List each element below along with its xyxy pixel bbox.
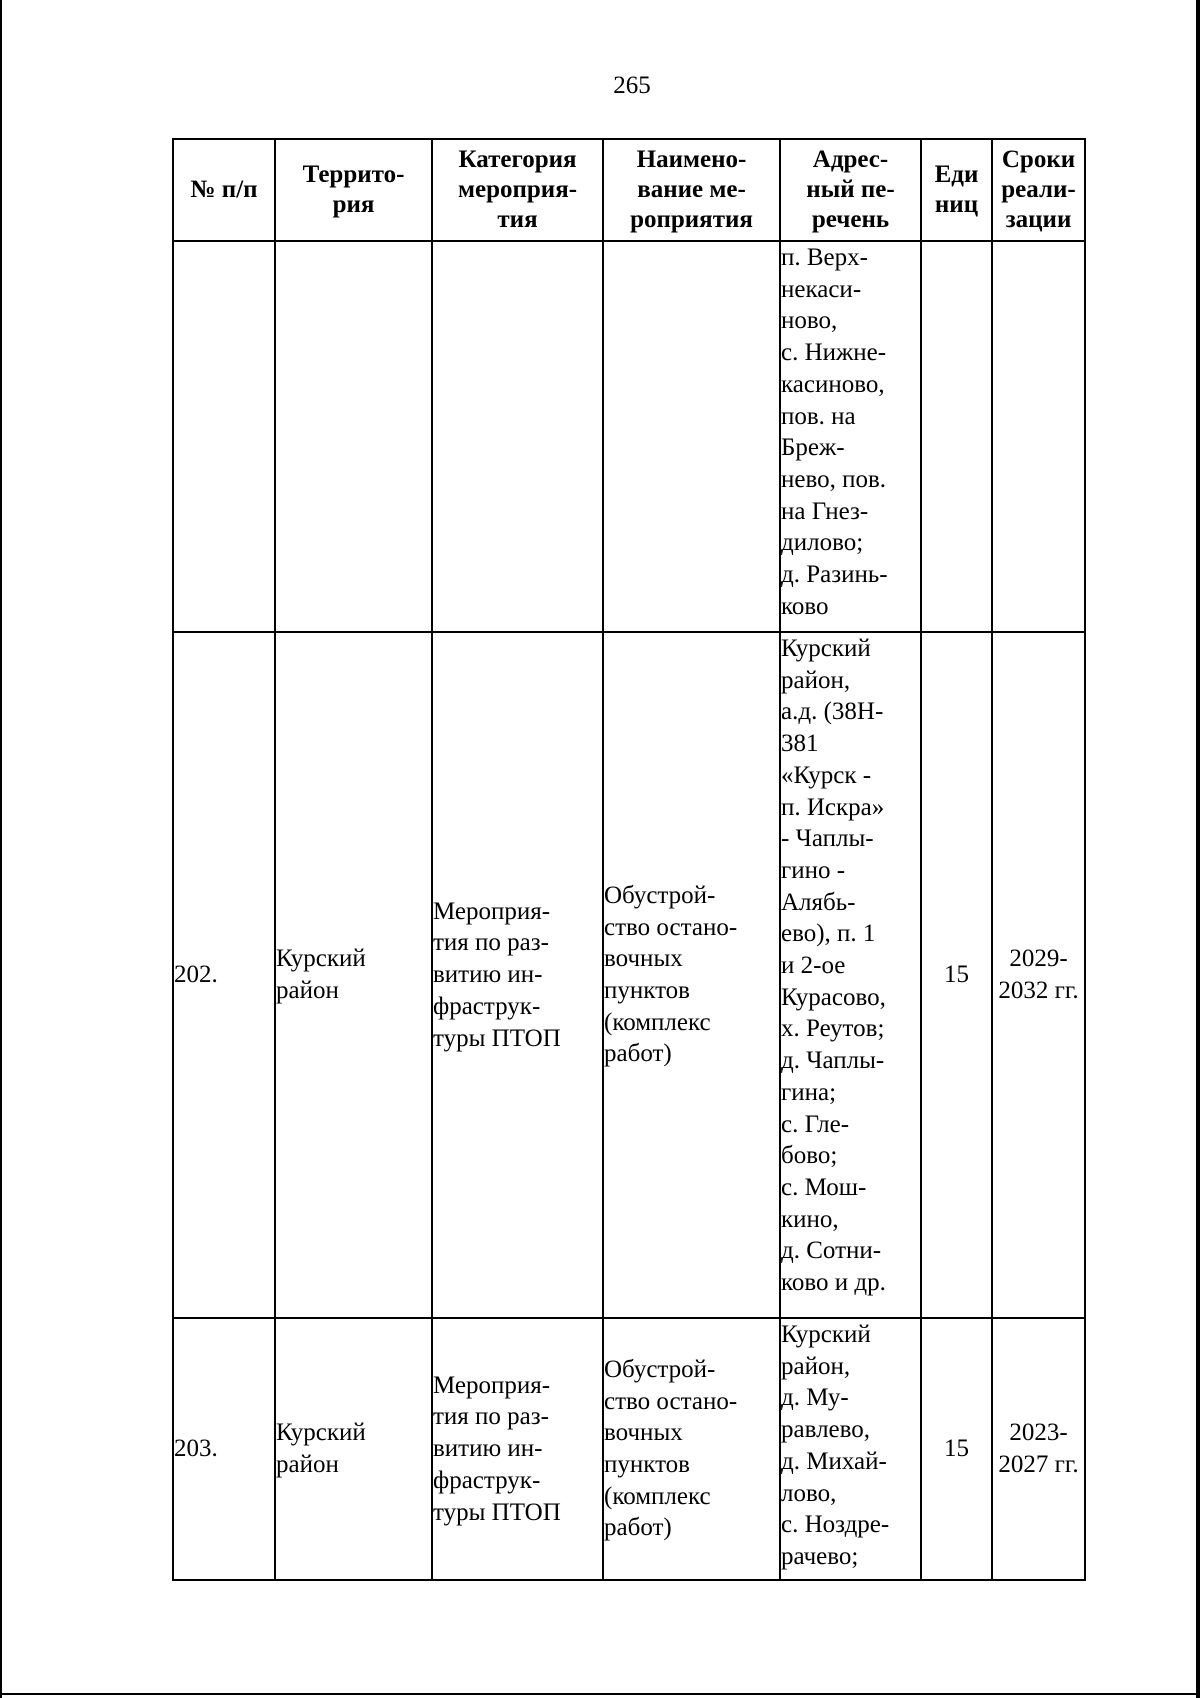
- category-cell: [432, 241, 603, 632]
- text-line: а.д. (38Н-: [781, 698, 884, 726]
- text-line: Мероприя-: [433, 1371, 551, 1399]
- scan-edge-left: [0, 0, 2, 1698]
- page-number: 265: [613, 72, 651, 99]
- text-line: туры ПТОП: [433, 1024, 561, 1052]
- text-line: рия: [332, 191, 375, 218]
- text-line: Бреж-: [781, 434, 845, 462]
- text-line: Алябь-: [781, 888, 856, 916]
- text-line: Курский: [781, 1321, 871, 1348]
- header-measure-name: [603, 139, 780, 241]
- text-line: (комплекс: [604, 1482, 711, 1510]
- text-line: работ): [604, 1040, 672, 1068]
- text-line: пов. на: [781, 402, 856, 430]
- table-row: [173, 632, 1085, 1318]
- territory-cell: [275, 241, 432, 632]
- text-line: - Чаплы-: [781, 825, 874, 853]
- text-line: Обустрой-: [604, 1355, 716, 1383]
- text-line: д. Сотни-: [781, 1237, 882, 1265]
- text-line: на Гнез-: [781, 497, 869, 525]
- category-cell: [432, 632, 603, 1318]
- text-line: касиново,: [781, 370, 885, 398]
- measure-name-cell: [603, 241, 780, 632]
- text-line: некаси-: [781, 275, 862, 303]
- text-line: вание ме-: [637, 176, 746, 203]
- header-territory: [275, 139, 432, 241]
- text-line: с. Ноздре-: [781, 1511, 890, 1539]
- text-line: равлево,: [781, 1416, 871, 1444]
- text-line: вочных: [604, 1419, 683, 1447]
- text-line: Адрес-: [812, 146, 889, 173]
- row-number-cell: 203.: [173, 1318, 275, 1580]
- text-line: дилово;: [781, 529, 864, 557]
- address-cell: [780, 241, 921, 632]
- row-number-cell: 202.: [173, 632, 275, 1318]
- category-cell: [432, 1318, 603, 1580]
- table-row: [173, 241, 1085, 632]
- measures-table: [172, 138, 1086, 1581]
- address-cell: [780, 1318, 921, 1580]
- territory-cell: [275, 1318, 432, 1580]
- text-line: фраструк-: [433, 1466, 541, 1494]
- header-category: [432, 139, 603, 241]
- text-line: «Курск -: [781, 761, 872, 789]
- period-cell: [992, 241, 1085, 632]
- period-cell: [992, 632, 1085, 1318]
- text-line: витию ин-: [433, 961, 543, 989]
- text-line: пунктов: [604, 1451, 690, 1478]
- text-line: район,: [781, 666, 851, 694]
- text-line: Террито-: [302, 161, 405, 188]
- text-line: ково: [781, 592, 829, 620]
- text-line: ство остано-: [604, 913, 738, 941]
- text-line: № п/п: [190, 176, 258, 203]
- text-line: и 2-ое: [781, 952, 846, 980]
- text-line: Курский: [276, 945, 366, 973]
- text-line: гина;: [781, 1078, 837, 1106]
- scan-edge-right: [1196, 0, 1200, 1698]
- text-line: с. Нижне-: [781, 339, 887, 367]
- text-line: п. Искра»: [781, 793, 885, 821]
- measure-name-cell: [603, 632, 780, 1318]
- text-line: 2023-: [1009, 1419, 1068, 1447]
- text-line: ный пе-: [806, 176, 895, 203]
- text-line: Сроки: [1001, 146, 1076, 173]
- text-line: туры ПТОП: [433, 1498, 561, 1526]
- text-line: Курский: [276, 1419, 366, 1447]
- text-line: х. Реутов;: [781, 1015, 885, 1043]
- units-cell: 15: [921, 1318, 992, 1580]
- row-number-cell: [173, 241, 275, 632]
- text-line: Мероприя-: [433, 897, 551, 925]
- text-line: речень: [811, 206, 890, 233]
- scan-edge-bottom: [0, 1693, 1200, 1695]
- text-line: д. Михай-: [781, 1447, 887, 1475]
- text-line: с. Гле-: [781, 1110, 850, 1138]
- text-line: бово;: [781, 1142, 838, 1170]
- text-line: лово,: [781, 1479, 837, 1507]
- text-line: д. Разинь-: [781, 561, 888, 589]
- text-line: тия: [497, 206, 538, 233]
- text-line: витию ин-: [433, 1435, 543, 1463]
- address-cell: [780, 632, 921, 1318]
- table-header-row: [173, 139, 1085, 241]
- table-row: [173, 1318, 1085, 1580]
- text-line: фраструк-: [433, 992, 541, 1020]
- text-line: ково и др.: [781, 1269, 886, 1297]
- text-line: (комплекс: [604, 1008, 711, 1036]
- text-line: вочных: [604, 945, 683, 973]
- text-line: реали-: [1001, 176, 1076, 203]
- text-line: нево, пов.: [781, 465, 887, 493]
- text-line: гино -: [781, 856, 846, 884]
- text-line: п. Верх-: [781, 244, 868, 271]
- text-line: кино,: [781, 1205, 839, 1233]
- text-line: район,: [781, 1352, 851, 1380]
- text-line: ново,: [781, 307, 838, 335]
- measure-name-cell: [603, 1318, 780, 1580]
- period-cell: [992, 1318, 1085, 1580]
- header-units: [921, 139, 992, 241]
- text-line: Категория: [458, 146, 577, 173]
- text-line: рачево;: [781, 1542, 859, 1570]
- units-cell: [921, 241, 992, 632]
- text-line: д. Му-: [781, 1384, 849, 1412]
- text-line: пунктов: [604, 977, 690, 1004]
- text-line: ство остано-: [604, 1387, 738, 1415]
- territory-cell: [275, 632, 432, 1318]
- text-line: Еди: [934, 161, 979, 188]
- text-line: ево), п. 1: [781, 920, 876, 948]
- text-line: 381: [781, 730, 819, 758]
- text-line: район: [276, 1451, 339, 1478]
- text-line: д. Чаплы-: [781, 1047, 885, 1075]
- text-line: работ): [604, 1514, 672, 1542]
- header-number: [173, 139, 275, 241]
- header-period: [992, 139, 1085, 241]
- text-line: Курасово,: [781, 983, 886, 1011]
- text-line: 2032 гг.: [998, 977, 1079, 1004]
- text-line: район: [276, 977, 339, 1004]
- text-line: 2029-: [1009, 945, 1068, 973]
- text-line: Обустрой-: [604, 881, 716, 909]
- text-line: ниц: [934, 191, 979, 218]
- text-line: с. Мош-: [781, 1173, 867, 1201]
- text-line: Наимено-: [636, 146, 747, 173]
- text-line: тия по раз-: [433, 1403, 549, 1431]
- text-line: 2027 гг.: [998, 1451, 1079, 1478]
- units-cell: 15: [921, 632, 992, 1318]
- text-line: мероприя-: [457, 176, 578, 203]
- text-line: роприятия: [630, 206, 753, 233]
- text-line: тия по раз-: [433, 929, 549, 957]
- text-line: зации: [1005, 206, 1072, 233]
- header-address-list: [780, 139, 921, 241]
- text-line: Курский: [781, 635, 871, 662]
